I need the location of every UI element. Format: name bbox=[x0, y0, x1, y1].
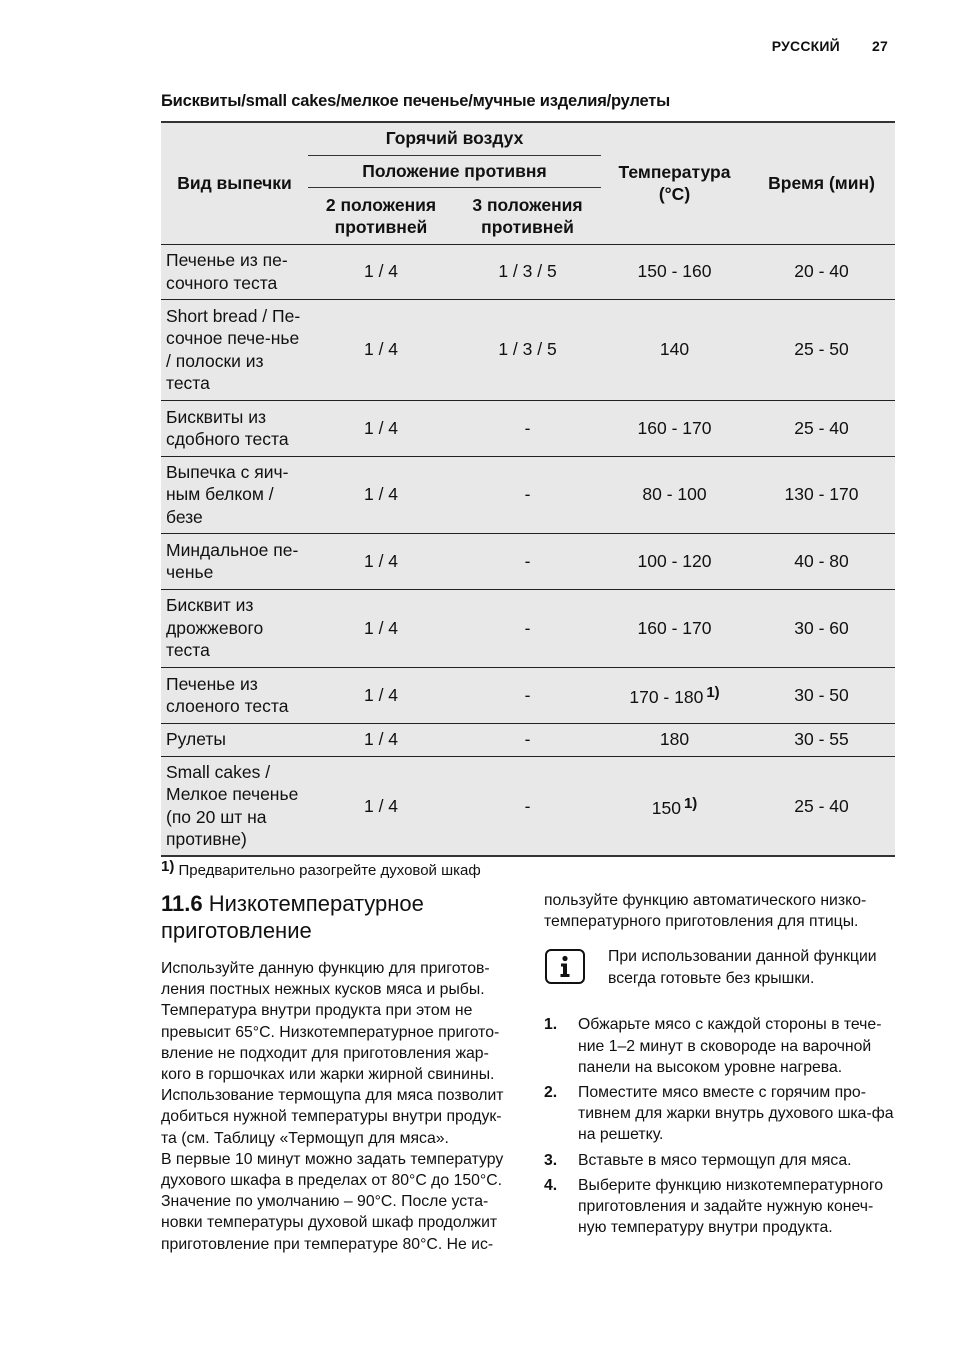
cell-temperature-text: 150 - 160 bbox=[637, 261, 712, 282]
cell-temperature bbox=[601, 667, 748, 723]
table-title: Бисквиты/small cakes/мелкое печенье/мучные изделия/рулеты bbox=[161, 92, 671, 110]
cell-type bbox=[161, 299, 308, 400]
table-row bbox=[161, 756, 895, 856]
cell-temperature-text: 80 - 100 bbox=[642, 484, 707, 505]
cell-three-positions bbox=[454, 456, 601, 533]
left-column bbox=[161, 890, 516, 1255]
cell-three-positions-text: - bbox=[524, 617, 531, 638]
cell-two-positions bbox=[308, 667, 454, 723]
footnote-text: Предварительно разогрейте духовой шкаф bbox=[178, 862, 481, 879]
table-row bbox=[161, 667, 895, 723]
table-row bbox=[161, 456, 895, 533]
cell-three-positions-text: - bbox=[524, 550, 531, 571]
step-number: 2. bbox=[544, 1084, 558, 1102]
table-row bbox=[161, 244, 895, 299]
cell-three-positions-text: 1 / 3 / 5 bbox=[498, 261, 557, 282]
cell-temperature bbox=[601, 533, 748, 589]
cell-three-positions bbox=[454, 756, 601, 856]
cell-temperature-text: 180 bbox=[659, 729, 690, 750]
cell-two-positions-text: 1 / 4 bbox=[363, 729, 399, 750]
cell-type-text: Short bread / Пе-сочное пече-нье / полоски из теста bbox=[166, 305, 301, 393]
cell-time bbox=[748, 533, 895, 589]
step-number: 1. bbox=[544, 1016, 558, 1034]
table-row bbox=[161, 533, 895, 589]
cell-two-positions-text: 1 / 4 bbox=[363, 617, 399, 638]
cell-three-positions bbox=[454, 589, 601, 667]
cell-time bbox=[748, 299, 895, 400]
page-header bbox=[772, 38, 888, 54]
cell-time bbox=[748, 589, 895, 667]
step-number: 4. bbox=[544, 1176, 558, 1194]
cell-temperature-text: 170 - 180 bbox=[629, 686, 704, 707]
cell-three-positions-text: - bbox=[524, 484, 531, 505]
info-icon bbox=[545, 949, 585, 984]
section-paragraph-1: Используйте данную функцию для приготов-ления постных нежных кусков мяса и рыбы. Температура внутри продукта при этом не превысит 65°C. Низкотемпературное пригото-вление не подходит для приготовления жар-кого в горшочках или жарки жирной свинины. Использование термощупа для мяса позволит добиться нужной температуры внутри продук-та (см. Таблицу «Термощуп для мяса». bbox=[161, 960, 504, 1147]
section-title-text: Низкотемпературное приготовление bbox=[161, 891, 424, 943]
cell-three-positions bbox=[454, 400, 601, 456]
step-text: Поместите мясо вместе с горячим про-тивнем для жарки внутрь духового шка-фа на решетку. bbox=[578, 1084, 894, 1144]
table-row bbox=[161, 723, 895, 756]
cell-temperature bbox=[601, 589, 748, 667]
cell-time bbox=[748, 667, 895, 723]
cell-two-positions bbox=[308, 756, 454, 856]
cell-three-positions-text: - bbox=[524, 684, 531, 705]
cell-three-positions-text: - bbox=[524, 795, 531, 816]
cell-type-text: Печенье из слоеного теста bbox=[166, 673, 289, 716]
cell-temperature bbox=[601, 723, 748, 756]
table-footnote bbox=[161, 858, 481, 879]
cell-type bbox=[161, 756, 308, 856]
cell-two-positions bbox=[308, 299, 454, 400]
table-row bbox=[161, 400, 895, 456]
list-item bbox=[544, 1175, 896, 1239]
cell-type-text: Печенье из пе-сочного теста bbox=[166, 250, 288, 293]
cell-time bbox=[748, 723, 895, 756]
cell-two-positions-text: 1 / 4 bbox=[363, 339, 399, 360]
page-number: 27 bbox=[872, 38, 888, 54]
cell-three-positions bbox=[454, 244, 601, 299]
cell-time bbox=[748, 244, 895, 299]
step-text: Обжарьте мясо с каждой стороны в тече-ние 1–2 минут в сковороде на варочной панели на высоком уровне нагрева. bbox=[578, 1016, 882, 1076]
cell-type bbox=[161, 456, 308, 533]
footnote-ref: 1) bbox=[706, 683, 720, 701]
cell-time-text: 40 - 80 bbox=[794, 550, 849, 571]
header-three-positions: 3 положения противней bbox=[472, 194, 583, 237]
cell-time-text: 25 - 50 bbox=[794, 339, 849, 360]
cell-temperature bbox=[601, 400, 748, 456]
cell-time-text: 25 - 40 bbox=[794, 795, 849, 816]
cell-time bbox=[748, 400, 895, 456]
cell-time bbox=[748, 756, 895, 856]
cell-three-positions-text: - bbox=[524, 729, 531, 750]
cell-two-positions bbox=[308, 244, 454, 299]
list-item bbox=[544, 1150, 896, 1171]
info-text: При использовании данной функции всегда готовьте без крышки. bbox=[608, 948, 877, 987]
cell-type-text: Миндальное пе-ченье bbox=[166, 539, 299, 582]
cell-type-text: Бисквиты из сдобного теста bbox=[166, 406, 289, 449]
cell-type bbox=[161, 667, 308, 723]
cell-two-positions-text: 1 / 4 bbox=[363, 684, 399, 705]
right-column bbox=[544, 890, 896, 1242]
section-number: 11.6 bbox=[161, 891, 203, 916]
cell-temperature bbox=[601, 244, 748, 299]
cell-time-text: 30 - 60 bbox=[794, 617, 849, 638]
cell-two-positions bbox=[308, 533, 454, 589]
cell-two-positions-text: 1 / 4 bbox=[363, 261, 399, 282]
cell-three-positions-text: 1 / 3 / 5 bbox=[498, 339, 557, 360]
header-hot-air: Горячий воздух bbox=[308, 122, 601, 155]
table-row bbox=[161, 299, 895, 400]
cell-two-positions-text: 1 / 4 bbox=[363, 417, 399, 438]
cell-temperature bbox=[601, 456, 748, 533]
cell-two-positions bbox=[308, 723, 454, 756]
step-text: Вставьте в мясо термощуп для мяса. bbox=[578, 1151, 852, 1169]
cell-time bbox=[748, 456, 895, 533]
table-row bbox=[161, 589, 895, 667]
cell-time-text: 20 - 40 bbox=[794, 261, 849, 282]
cell-temperature-text: 160 - 170 bbox=[637, 417, 712, 438]
cell-time-text: 130 - 170 bbox=[784, 484, 859, 505]
language-label: РУССКИЙ bbox=[771, 38, 840, 54]
header-time: Время (мин) bbox=[748, 122, 895, 244]
cell-three-positions bbox=[454, 299, 601, 400]
cell-time-text: 25 - 40 bbox=[794, 417, 849, 438]
cell-type bbox=[161, 589, 308, 667]
cell-three-positions bbox=[454, 533, 601, 589]
section-paragraph-3: пользуйте функцию автоматического низко-температурного приготовления для птицы. bbox=[544, 892, 867, 931]
table-body bbox=[161, 244, 895, 856]
cell-temperature-text: 140 bbox=[659, 339, 690, 360]
cell-two-positions-text: 1 / 4 bbox=[363, 484, 399, 505]
step-text: Выберите функцию низкотемпературного приготовления и задайте нужную конеч-ную температуру внутри продукта. bbox=[578, 1176, 884, 1237]
footnote-mark: 1) bbox=[161, 858, 175, 875]
cell-temperature bbox=[601, 299, 748, 400]
step-number: 3. bbox=[544, 1151, 558, 1169]
cell-type bbox=[161, 244, 308, 299]
header-shelf-position: Положение противня bbox=[308, 155, 601, 187]
cell-two-positions bbox=[308, 456, 454, 533]
cell-temperature-text: 160 - 170 bbox=[637, 617, 712, 638]
cell-three-positions bbox=[454, 667, 601, 723]
cell-temperature bbox=[601, 756, 748, 856]
header-temperature: Температура (°C) bbox=[601, 122, 748, 244]
info-note bbox=[544, 946, 896, 990]
header-two-positions: 2 положения противней bbox=[325, 194, 437, 237]
baking-table bbox=[161, 121, 895, 857]
cell-time-text: 30 - 50 bbox=[794, 684, 849, 705]
cell-type-text: Рулеты bbox=[166, 729, 226, 750]
cell-type-text: Small cakes / Мелкое печенье (по 20 шт на противне) bbox=[166, 761, 299, 850]
cell-temperature-text: 150 bbox=[651, 797, 681, 818]
cell-type bbox=[161, 400, 308, 456]
cell-three-positions-text: - bbox=[524, 417, 531, 438]
cell-type bbox=[161, 533, 308, 589]
cell-two-positions bbox=[308, 589, 454, 667]
cell-temperature-text: 100 - 120 bbox=[637, 550, 712, 571]
cell-time-text: 30 - 55 bbox=[794, 729, 849, 750]
cell-type bbox=[161, 723, 308, 756]
cell-two-positions-text: 1 / 4 bbox=[363, 550, 399, 571]
cell-two-positions-text: 1 / 4 bbox=[363, 795, 399, 816]
cell-three-positions bbox=[454, 723, 601, 756]
footnote-ref: 1) bbox=[683, 794, 698, 812]
steps-list bbox=[544, 1014, 896, 1238]
section-paragraph-2: В первые 10 минут можно задать температуру духового шкафа в пределах от 80°C до 150°C. Значение по умолчанию – 90°C. После уста-новки температуры духовой шкаф продолжит приготовление при температуре 80°C. Не ис- bbox=[161, 1150, 504, 1253]
cell-type-text: Бисквит из дрожжевого теста bbox=[166, 595, 264, 661]
header-type: Вид выпечки bbox=[161, 122, 308, 244]
cell-type-text: Выпечка с яич-ным белком / безе bbox=[166, 461, 289, 527]
list-item bbox=[544, 1014, 896, 1078]
cell-two-positions bbox=[308, 400, 454, 456]
list-item bbox=[544, 1082, 896, 1146]
section-title bbox=[161, 890, 516, 944]
